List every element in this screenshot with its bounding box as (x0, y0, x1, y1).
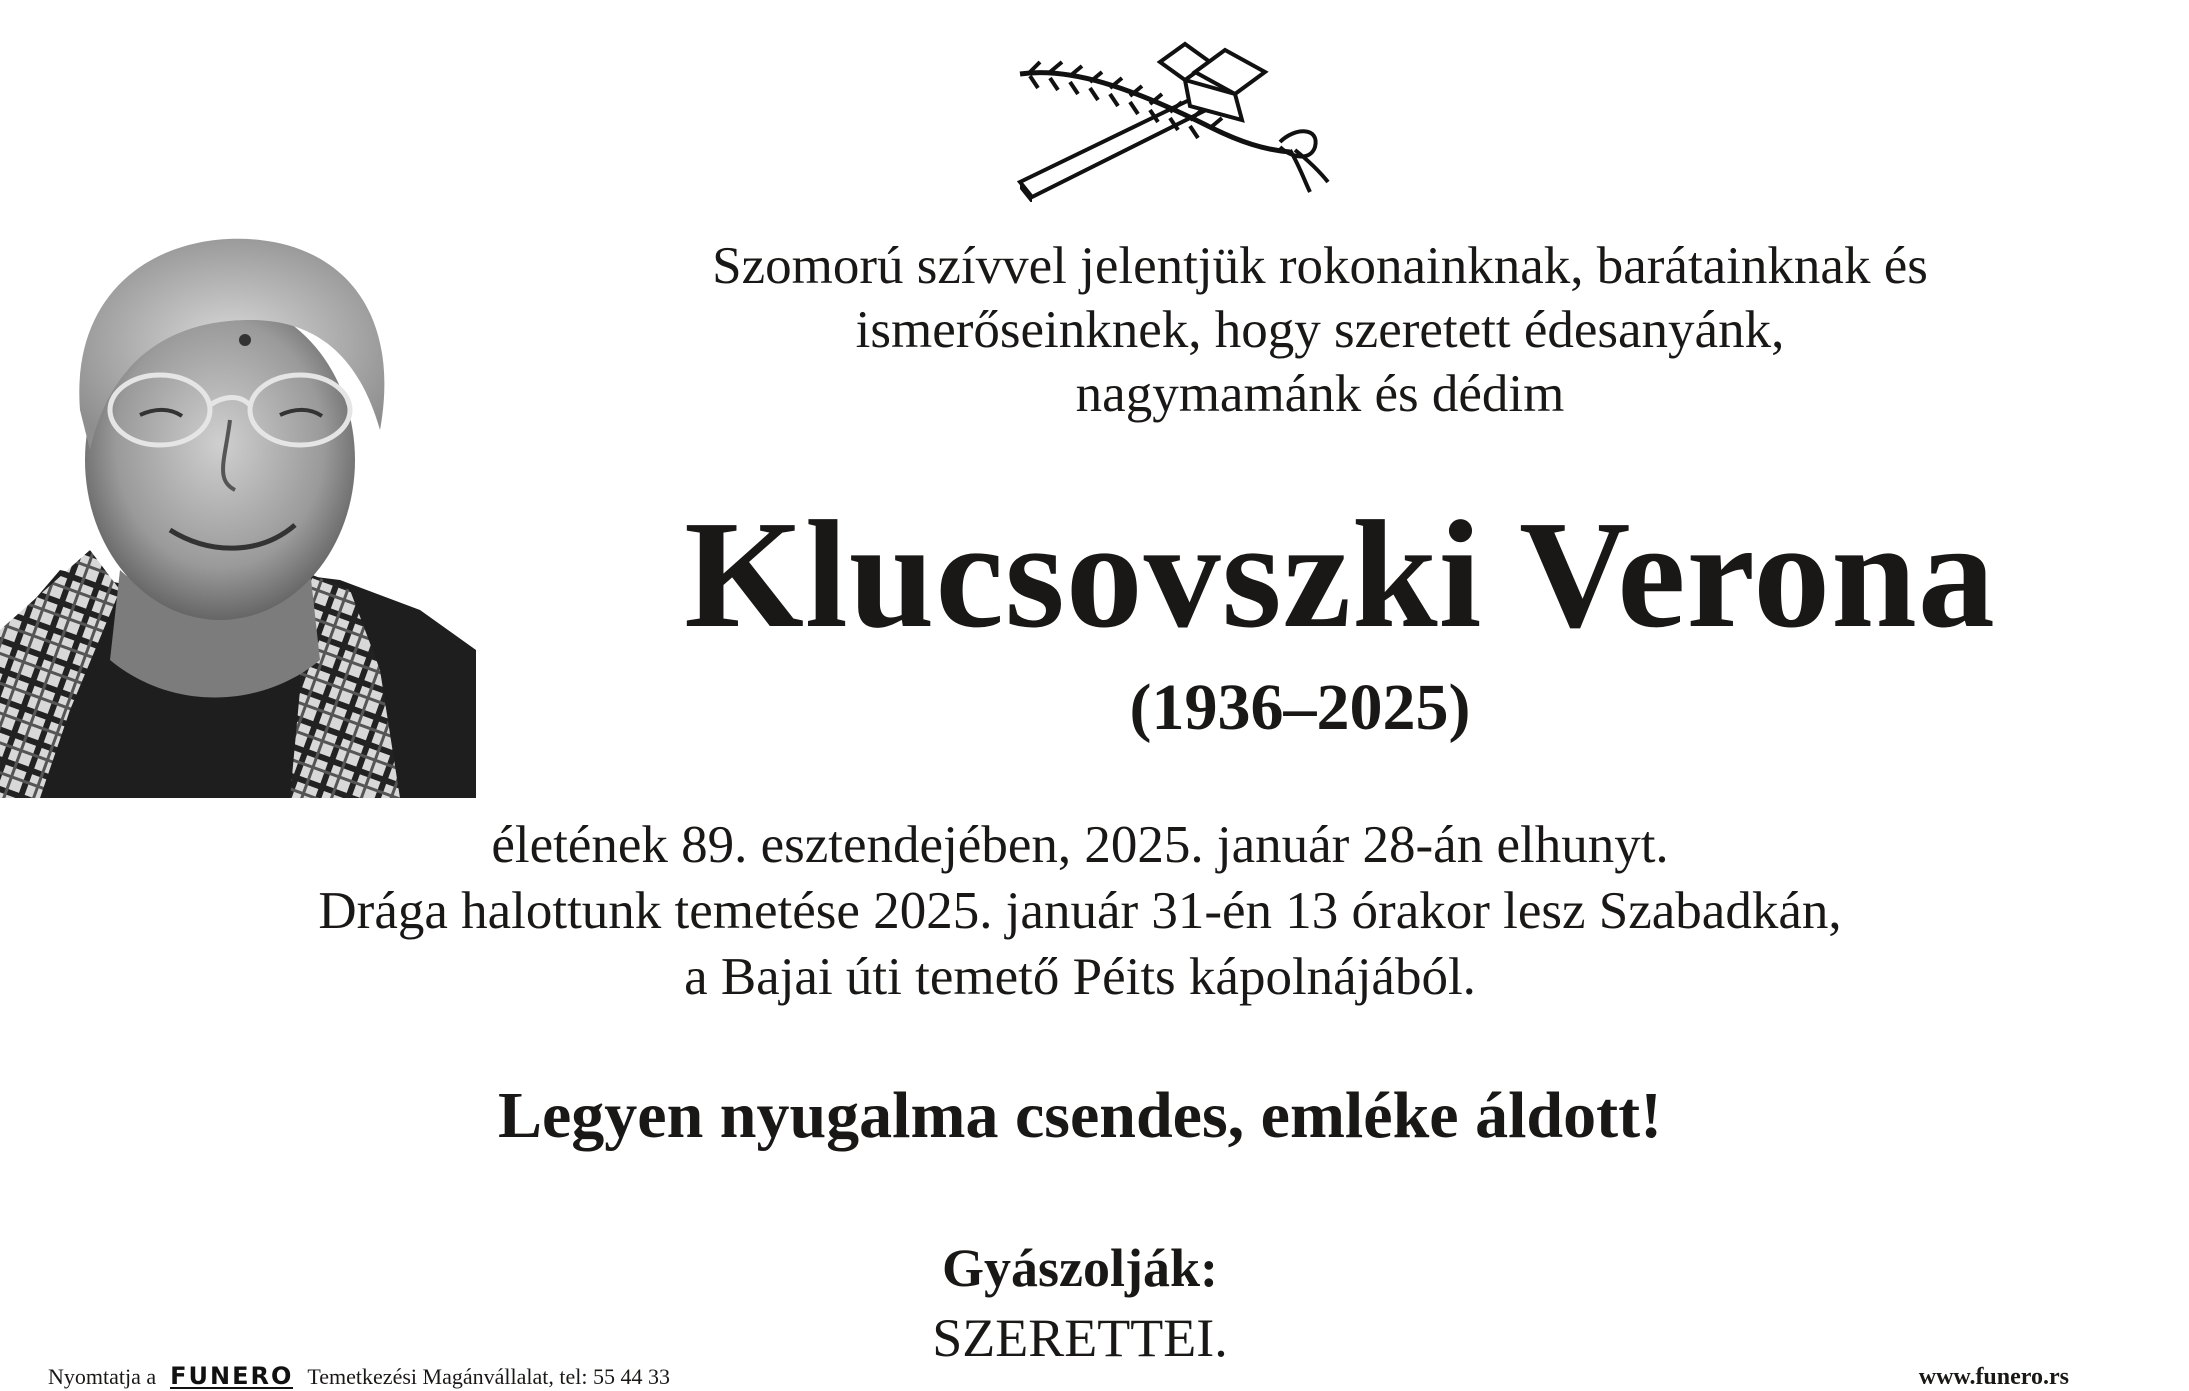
printer-credit (48, 1364, 670, 1390)
blessing-text: Legyen nyugalma csendes, emléke áldott! (497, 1079, 1663, 1152)
printer-credit-suffix: Temetkezési Magánvállalat, tel: 55 44 33 (307, 1364, 670, 1389)
printer-credit-prefix: Nyomtatja a (48, 1364, 157, 1389)
detail-line: a Bajai úti temető Péits kápolnájából. (684, 948, 1476, 1006)
detail-line: Drága halottunk temetése 2025. január 31-én 13 órakor lesz Szabadkán, (318, 882, 1842, 940)
cross-with-palm-branch-icon (1010, 32, 1350, 202)
life-years: (1936–2025) (1129, 671, 1471, 744)
intro-line: nagymamánk és dédim (1075, 365, 1565, 423)
deceased-name: Klucsovszki Verona (684, 490, 1996, 660)
website-link[interactable]: www.funero.rs (1918, 1364, 2069, 1390)
intro-line: Szomorú szívvel jelentjük rokonainknak, barátainknak és (712, 237, 1928, 295)
detail-line: életének 89. esztendejében, 2025. január 28-án elhunyt. (491, 816, 1669, 874)
funeral-details (100, 812, 2060, 1010)
mourners-text: SZERETTEI. (932, 1308, 1228, 1368)
announcement-intro (520, 234, 2120, 426)
funero-logo: FUNERO (170, 1362, 294, 1390)
mourners-label: Gyászolják: (942, 1238, 1218, 1298)
intro-line: ismerőseinknek, hogy szeretett édesanyánk, (855, 301, 1785, 359)
portrait-photo (0, 190, 476, 798)
